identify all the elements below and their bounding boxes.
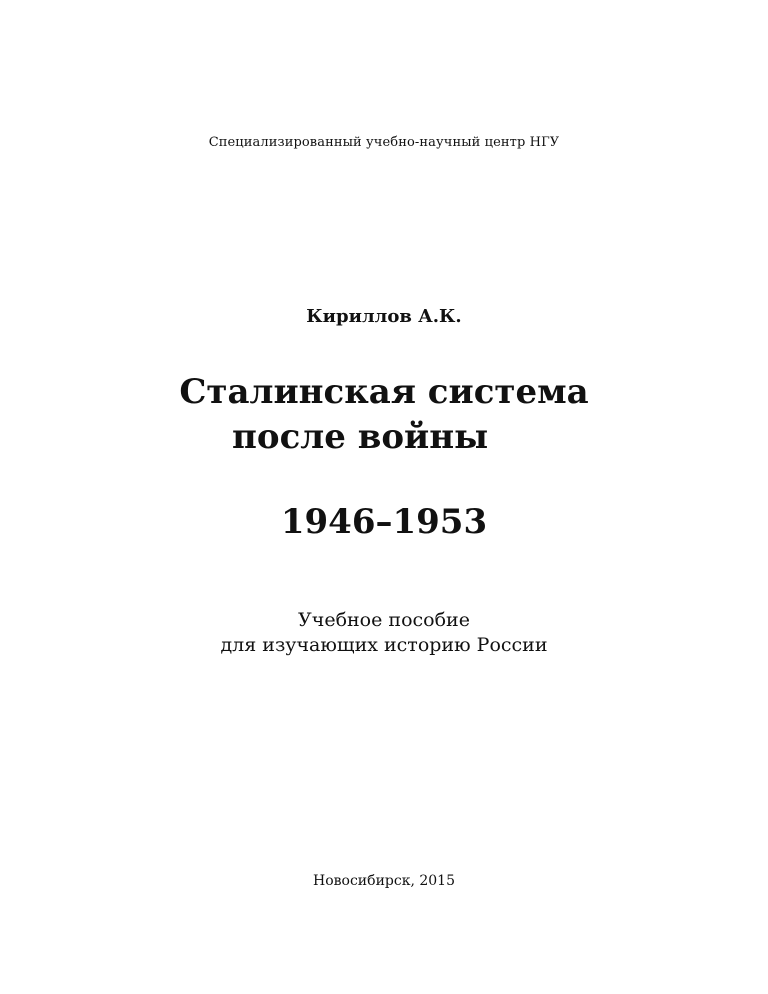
book-title-line-2: после войны [232, 417, 489, 457]
author-name: Кириллов А.К. [306, 306, 462, 327]
book-title [0, 370, 768, 460]
period-years: 1946–1953 [280, 502, 488, 542]
institution-name: Специализированный учебно-научный центр НГУ [208, 135, 560, 150]
imprint-place-year: Новосибирск, 2015 [313, 873, 455, 889]
subtitle-line-1: Учебное пособие [298, 609, 470, 631]
subtitle-line-2: для изучающих историю России [220, 634, 548, 656]
book-title-line-1: Сталинская система [179, 372, 589, 412]
book-subtitle [0, 608, 768, 658]
